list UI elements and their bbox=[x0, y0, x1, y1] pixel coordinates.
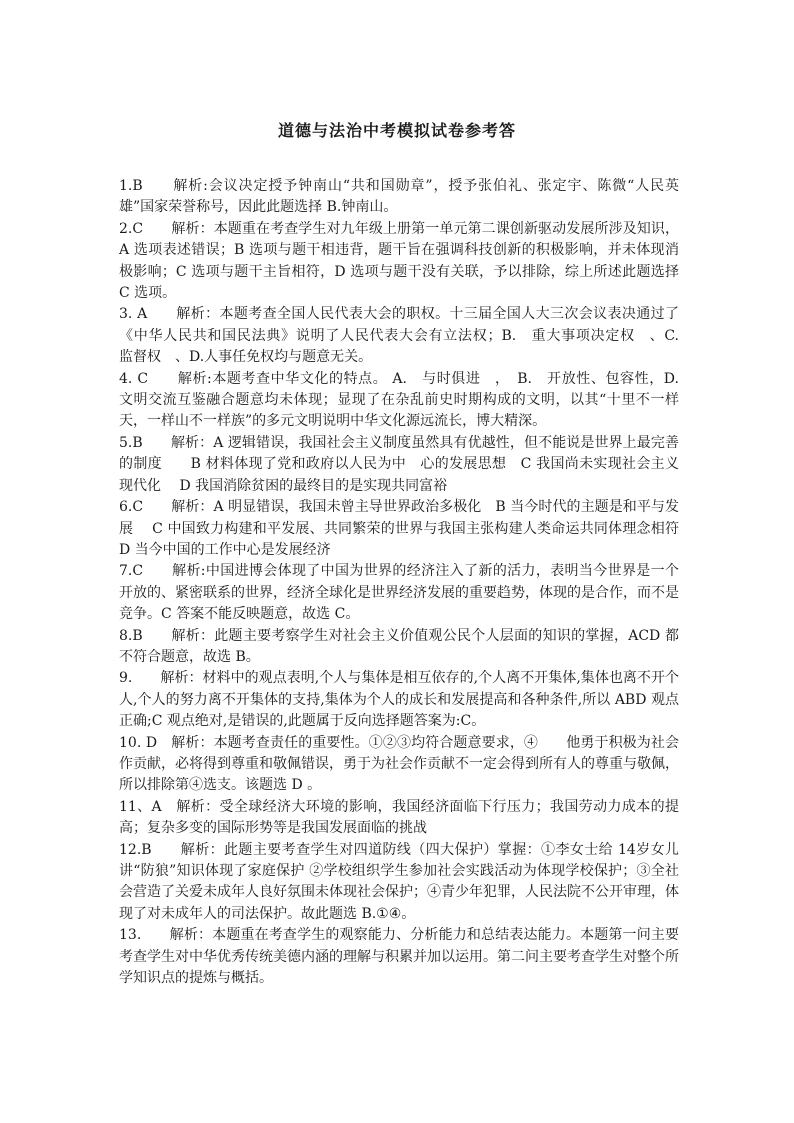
answer-item-8: 8.B 解析：此题主要考察学生对社会主义价值观公民个人层面的知识的掌握，ACD 都不符合题意，故选 B。 bbox=[119, 627, 679, 665]
answer-item-11: 11、A 解析：受全球经济大环境的影响，我国经济面临下行压力；我国劳动力成本的提高；复杂多变的国际形势等是我国发展面临的挑战 bbox=[119, 798, 679, 837]
answer-item-5: 5.B 解析：A 逻辑错误，我国社会主义制度虽然具有优越性，但不能说是世界上最完善的制度 B 材料体现了党和政府以人民为中 心的发展思想 C 我国尚未实现社会主义现代化 D 我国消除贫困的最终目的是实现共同富裕 bbox=[119, 434, 679, 494]
answer-item-6: 6.C 解析：A 明显错误，我国未曾主导世界政治多极化 B 当今时代的主题是和平与发展 C 中国致力构建和平发展、共同繁荣的世界与我国主张构建人类命运共同体理念相符 D 当今中国的工作中心是发展经济 bbox=[119, 499, 698, 558]
answer-item-10: 10. D 解析：本题考查责任的重要性。①②③均符合题意要求，④ 他勇于积极为社会作贡献，必将得到尊重和敬佩错误，勇于为社会作贡献不一定会得到所有人的尊重与敬佩，所以排除第④选支。该题选 D 。 bbox=[119, 734, 679, 794]
answer-item-9: 9. 解析：材料中的观点表明,个人与集体是相互依存的,个人离不开集体,集体也离不开个人,个人的努力离不开集体的支持,集体为个人的成长和发展提高和各种条件,所以 ABD 观点正确;C 观点绝对,是错误的,此题属于反向选择题答案为:C。 bbox=[119, 670, 679, 730]
answer-item-7: 7.C 解析:中国进博会体现了中国为世界的经济注入了新的活力，表明当今世界是一个开放的、紧密联系的世界，经济全球化是世界经济发展的重要趋势，体现的是合作，而不是竞争。C 答案不能反映题意，故选 C。 bbox=[119, 563, 679, 623]
answer-list bbox=[119, 176, 698, 989]
answer-item-13: 13. 解析：本题重在考查学生的观察能力、分析能力和总结表达能力。本题第一问主要考查学生对中华优秀传统美德内涵的理解与积累并加以运用。第二问主要考查学生对整个所学知识点的提炼与概括。 bbox=[119, 927, 679, 987]
answer-item-3: 3. A 解析：本题考查全国人民代表大会的职权。十三届全国人大三次会议表决通过了《中华人民共和国民法典》说明了人民代表大会有立法权；B. 重大事项决定权 、C. 监督权 、D.人事任免权均与题意无关。 bbox=[119, 306, 693, 366]
answer-item-4: 4. C 解析:本题考查中华文化的特点。 A. 与时俱进 ， B. 开放性、包容性，D. 文明交流互鉴融合题意均未体现；显现了在杂乱前史时期构成的文明，以其“十里不一样天，一样山不一样族”的多元文明说明中华文化源远流长，博大精深。 bbox=[119, 370, 693, 430]
answer-item-12: 12.B 解析：此题主要考查学生对四道防线（四大保护）掌握：①李女士给 14岁女儿讲“防狼”知识体现了家庭保护 ②学校组织学生参加社会实践活动为体现学校保护；③全社会营造了关爱未成年人良好氛围未体现社会保护；④青少年犯罪，人民法院不公开审理，体现了对未成年人的司法保护。故此题选 B.①④。 bbox=[119, 841, 679, 922]
answer-item-1: 1.B 解析:会议决定授予钟南山“共和国勋章”，授予张伯礼、张定宇、陈微“人民英雄”国家荣誉称号，因此此题选择 B.钟南山。 bbox=[119, 178, 679, 216]
answer-item-2: 2.C 解析：本题重在考查学生对九年级上册第一单元第二课创新驱动发展所涉及知识，A 选项表述错误；B 选项与题干相违背，题干旨在强调科技创新的积极影响，并未体现消极影响；C 选项与题干主旨相符，D 选项与题干没有关联，予以排除，综上所述此题选择 C 选项。 bbox=[119, 220, 679, 302]
document-title: 道德与法治中考模拟试卷参考答 bbox=[277, 121, 516, 140]
